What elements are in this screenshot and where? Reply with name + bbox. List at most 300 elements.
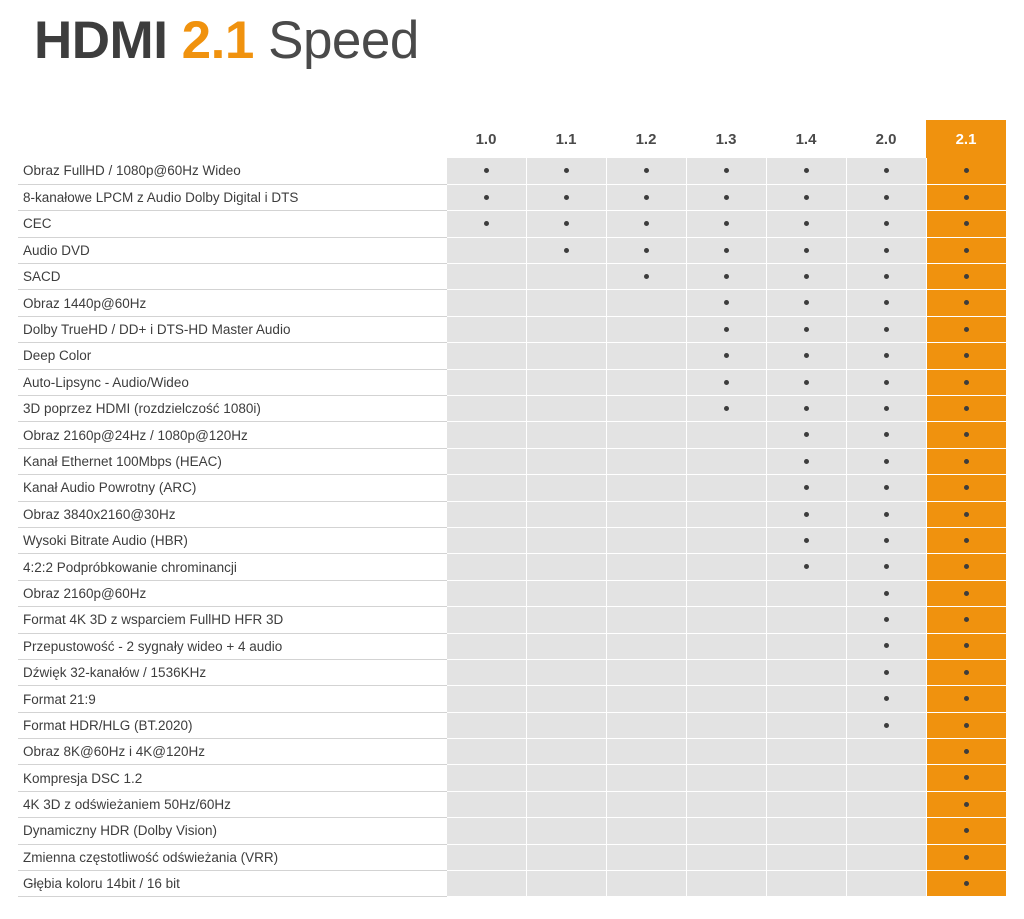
- table-row: [18, 633, 1006, 659]
- support-dot-icon: [484, 802, 489, 807]
- support-cell-yes: [846, 659, 926, 685]
- support-dot-icon: [884, 248, 889, 253]
- support-dot-icon: [564, 195, 569, 200]
- support-dot-icon: [564, 168, 569, 173]
- support-cell-no: [446, 527, 526, 553]
- support-cell-no: [686, 791, 766, 817]
- support-cell-no: [446, 448, 526, 474]
- support-cell-no: [766, 844, 846, 870]
- support-dot-icon: [724, 327, 729, 332]
- support-cell-no: [686, 422, 766, 448]
- feature-label: Obraz 2160p@60Hz: [18, 580, 446, 606]
- support-dot-icon: [804, 670, 809, 675]
- version-column-header: 1.4: [766, 120, 846, 158]
- support-dot-icon: [644, 248, 649, 253]
- support-dot-icon: [884, 855, 889, 860]
- table-row: [18, 607, 1006, 633]
- support-cell-no: [526, 686, 606, 712]
- support-dot-icon: [644, 406, 649, 411]
- support-cell-no: [686, 712, 766, 738]
- support-dot-icon: [884, 564, 889, 569]
- support-cell-yes: [846, 712, 926, 738]
- support-dot-icon: [484, 643, 489, 648]
- support-cell-no: [446, 686, 526, 712]
- support-cell-yes: [766, 554, 846, 580]
- support-dot-icon: [964, 195, 969, 200]
- feature-label: 4K 3D z odświeżaniem 50Hz/60Hz: [18, 791, 446, 817]
- support-dot-icon: [644, 300, 649, 305]
- support-dot-icon: [804, 248, 809, 253]
- support-cell-no: [606, 554, 686, 580]
- support-cell-yes: [766, 264, 846, 290]
- support-dot-icon: [964, 802, 969, 807]
- support-dot-icon: [964, 828, 969, 833]
- support-dot-icon: [644, 881, 649, 886]
- support-dot-icon: [804, 749, 809, 754]
- support-cell-no: [606, 739, 686, 765]
- support-dot-icon: [884, 195, 889, 200]
- support-cell-no: [606, 607, 686, 633]
- support-cell-yes: [446, 211, 526, 237]
- version-column-header: 1.3: [686, 120, 766, 158]
- support-cell-no: [606, 659, 686, 685]
- support-cell-yes: [686, 158, 766, 184]
- support-dot-icon: [804, 775, 809, 780]
- support-cell-no: [686, 607, 766, 633]
- support-cell-yes: [926, 396, 1006, 422]
- support-dot-icon: [644, 432, 649, 437]
- support-dot-icon: [484, 248, 489, 253]
- support-dot-icon: [644, 802, 649, 807]
- table-row: [18, 527, 1006, 553]
- support-dot-icon: [484, 327, 489, 332]
- support-cell-no: [766, 765, 846, 791]
- support-dot-icon: [644, 564, 649, 569]
- support-cell-yes: [926, 607, 1006, 633]
- support-dot-icon: [884, 802, 889, 807]
- feature-label: Dynamiczny HDR (Dolby Vision): [18, 818, 446, 844]
- support-dot-icon: [484, 195, 489, 200]
- feature-label: Obraz 1440p@60Hz: [18, 290, 446, 316]
- support-cell-yes: [926, 686, 1006, 712]
- support-dot-icon: [644, 855, 649, 860]
- support-cell-yes: [446, 158, 526, 184]
- support-dot-icon: [884, 538, 889, 543]
- support-cell-yes: [846, 607, 926, 633]
- support-cell-yes: [926, 448, 1006, 474]
- support-cell-no: [526, 527, 606, 553]
- table-row: [18, 422, 1006, 448]
- support-cell-yes: [926, 659, 1006, 685]
- support-cell-yes: [686, 184, 766, 210]
- support-cell-no: [766, 791, 846, 817]
- support-dot-icon: [564, 775, 569, 780]
- support-dot-icon: [964, 485, 969, 490]
- support-cell-no: [446, 316, 526, 342]
- support-cell-no: [686, 501, 766, 527]
- support-dot-icon: [564, 828, 569, 833]
- support-cell-no: [526, 343, 606, 369]
- support-cell-no: [846, 818, 926, 844]
- support-cell-no: [526, 844, 606, 870]
- support-cell-no: [606, 765, 686, 791]
- support-cell-no: [766, 580, 846, 606]
- support-dot-icon: [724, 828, 729, 833]
- support-dot-icon: [724, 459, 729, 464]
- support-cell-yes: [846, 633, 926, 659]
- support-cell-yes: [846, 343, 926, 369]
- title-part-hdmi: HDMI: [34, 11, 168, 70]
- support-cell-no: [686, 554, 766, 580]
- support-cell-no: [446, 290, 526, 316]
- table-row: [18, 739, 1006, 765]
- support-dot-icon: [644, 696, 649, 701]
- support-dot-icon: [724, 380, 729, 385]
- support-dot-icon: [644, 643, 649, 648]
- support-dot-icon: [564, 855, 569, 860]
- support-cell-yes: [686, 264, 766, 290]
- support-cell-yes: [926, 791, 1006, 817]
- support-dot-icon: [964, 327, 969, 332]
- support-cell-no: [766, 607, 846, 633]
- support-dot-icon: [964, 300, 969, 305]
- feature-label: Dolby TrueHD / DD+ i DTS-HD Master Audio: [18, 316, 446, 342]
- support-dot-icon: [644, 195, 649, 200]
- support-dot-icon: [964, 749, 969, 754]
- support-cell-yes: [606, 264, 686, 290]
- support-dot-icon: [964, 432, 969, 437]
- support-dot-icon: [804, 327, 809, 332]
- support-cell-no: [446, 871, 526, 897]
- support-dot-icon: [964, 643, 969, 648]
- support-dot-icon: [964, 538, 969, 543]
- support-cell-yes: [926, 158, 1006, 184]
- feature-label: Format 4K 3D z wsparciem FullHD HFR 3D: [18, 607, 446, 633]
- support-cell-yes: [926, 501, 1006, 527]
- support-cell-yes: [926, 343, 1006, 369]
- table-row: [18, 686, 1006, 712]
- support-dot-icon: [804, 512, 809, 517]
- support-dot-icon: [564, 353, 569, 358]
- support-cell-no: [686, 448, 766, 474]
- support-cell-yes: [526, 158, 606, 184]
- support-dot-icon: [724, 564, 729, 569]
- support-dot-icon: [564, 459, 569, 464]
- support-dot-icon: [724, 248, 729, 253]
- support-dot-icon: [644, 459, 649, 464]
- support-dot-icon: [644, 749, 649, 754]
- support-cell-yes: [926, 211, 1006, 237]
- feature-label: Obraz 3840x2160@30Hz: [18, 501, 446, 527]
- support-dot-icon: [724, 617, 729, 622]
- support-cell-no: [606, 396, 686, 422]
- page-title: [34, 12, 419, 70]
- support-dot-icon: [724, 643, 729, 648]
- support-cell-no: [446, 264, 526, 290]
- support-dot-icon: [484, 406, 489, 411]
- version-column-header: 1.1: [526, 120, 606, 158]
- support-dot-icon: [964, 459, 969, 464]
- feature-label: Auto-Lipsync - Audio/Wideo: [18, 369, 446, 395]
- support-dot-icon: [804, 696, 809, 701]
- support-cell-no: [526, 264, 606, 290]
- support-cell-no: [766, 712, 846, 738]
- support-dot-icon: [484, 855, 489, 860]
- feature-label: Zmienna częstotliwość odświeżania (VRR): [18, 844, 446, 870]
- support-dot-icon: [884, 221, 889, 226]
- support-cell-yes: [846, 501, 926, 527]
- support-cell-yes: [606, 184, 686, 210]
- support-dot-icon: [644, 380, 649, 385]
- table-row: [18, 844, 1006, 870]
- support-cell-no: [766, 633, 846, 659]
- support-cell-no: [766, 739, 846, 765]
- support-dot-icon: [804, 881, 809, 886]
- support-cell-no: [526, 633, 606, 659]
- support-dot-icon: [884, 432, 889, 437]
- support-dot-icon: [804, 221, 809, 226]
- support-cell-no: [446, 712, 526, 738]
- table-row: [18, 237, 1006, 263]
- support-dot-icon: [564, 512, 569, 517]
- support-cell-no: [606, 527, 686, 553]
- support-dot-icon: [564, 802, 569, 807]
- support-cell-no: [446, 791, 526, 817]
- support-dot-icon: [724, 221, 729, 226]
- support-cell-yes: [926, 316, 1006, 342]
- support-dot-icon: [484, 485, 489, 490]
- support-cell-no: [606, 475, 686, 501]
- support-dot-icon: [644, 274, 649, 279]
- support-cell-no: [526, 475, 606, 501]
- support-dot-icon: [644, 353, 649, 358]
- support-cell-yes: [846, 316, 926, 342]
- support-dot-icon: [644, 828, 649, 833]
- support-dot-icon: [964, 723, 969, 728]
- support-dot-icon: [964, 775, 969, 780]
- support-dot-icon: [484, 300, 489, 305]
- table-row: [18, 712, 1006, 738]
- table-row: [18, 396, 1006, 422]
- support-cell-no: [606, 686, 686, 712]
- support-dot-icon: [804, 538, 809, 543]
- support-cell-no: [526, 448, 606, 474]
- support-dot-icon: [564, 696, 569, 701]
- support-dot-icon: [564, 723, 569, 728]
- support-cell-no: [526, 818, 606, 844]
- support-dot-icon: [724, 855, 729, 860]
- support-cell-no: [526, 290, 606, 316]
- support-cell-no: [766, 871, 846, 897]
- support-dot-icon: [804, 380, 809, 385]
- support-cell-yes: [926, 871, 1006, 897]
- support-dot-icon: [564, 380, 569, 385]
- support-dot-icon: [884, 749, 889, 754]
- support-dot-icon: [884, 459, 889, 464]
- support-dot-icon: [884, 274, 889, 279]
- support-cell-yes: [846, 211, 926, 237]
- support-cell-yes: [766, 501, 846, 527]
- support-cell-no: [446, 580, 526, 606]
- support-dot-icon: [964, 221, 969, 226]
- support-dot-icon: [724, 406, 729, 411]
- title-part-version: 2.1: [181, 11, 254, 70]
- support-cell-no: [766, 818, 846, 844]
- feature-label: 8-kanałowe LPCM z Audio Dolby Digital i DTS: [18, 184, 446, 210]
- support-dot-icon: [724, 353, 729, 358]
- support-dot-icon: [964, 248, 969, 253]
- support-dot-icon: [644, 775, 649, 780]
- table-header-row: [18, 120, 1006, 158]
- support-cell-no: [526, 554, 606, 580]
- support-dot-icon: [484, 538, 489, 543]
- support-dot-icon: [964, 564, 969, 569]
- support-cell-no: [606, 818, 686, 844]
- support-cell-yes: [846, 527, 926, 553]
- support-cell-yes: [846, 396, 926, 422]
- support-dot-icon: [724, 670, 729, 675]
- support-cell-no: [606, 290, 686, 316]
- support-dot-icon: [644, 591, 649, 596]
- support-cell-yes: [926, 527, 1006, 553]
- table-row: [18, 871, 1006, 897]
- support-cell-no: [846, 739, 926, 765]
- support-dot-icon: [804, 459, 809, 464]
- support-cell-yes: [846, 686, 926, 712]
- support-cell-no: [766, 659, 846, 685]
- support-cell-no: [446, 501, 526, 527]
- support-cell-no: [606, 580, 686, 606]
- support-dot-icon: [884, 406, 889, 411]
- support-cell-yes: [846, 475, 926, 501]
- support-cell-yes: [766, 475, 846, 501]
- support-cell-no: [686, 527, 766, 553]
- support-cell-no: [606, 422, 686, 448]
- support-dot-icon: [644, 168, 649, 173]
- support-dot-icon: [564, 591, 569, 596]
- support-cell-no: [446, 422, 526, 448]
- support-dot-icon: [564, 485, 569, 490]
- table-row: [18, 264, 1006, 290]
- support-dot-icon: [564, 406, 569, 411]
- feature-label: Obraz FullHD / 1080p@60Hz Wideo: [18, 158, 446, 184]
- support-dot-icon: [564, 881, 569, 886]
- support-dot-icon: [484, 670, 489, 675]
- support-cell-yes: [766, 237, 846, 263]
- support-cell-yes: [606, 237, 686, 263]
- support-dot-icon: [884, 327, 889, 332]
- support-dot-icon: [644, 327, 649, 332]
- support-cell-no: [446, 633, 526, 659]
- support-cell-yes: [766, 527, 846, 553]
- support-dot-icon: [564, 248, 569, 253]
- support-dot-icon: [884, 512, 889, 517]
- support-dot-icon: [804, 802, 809, 807]
- support-dot-icon: [884, 828, 889, 833]
- support-cell-no: [686, 633, 766, 659]
- support-cell-yes: [926, 739, 1006, 765]
- support-dot-icon: [884, 353, 889, 358]
- support-dot-icon: [884, 696, 889, 701]
- support-cell-yes: [926, 818, 1006, 844]
- support-dot-icon: [964, 881, 969, 886]
- feature-label: Kanał Audio Powrotny (ARC): [18, 475, 446, 501]
- table-row: [18, 791, 1006, 817]
- title-part-speed: Speed: [268, 11, 419, 70]
- support-dot-icon: [804, 564, 809, 569]
- support-dot-icon: [884, 643, 889, 648]
- support-cell-no: [526, 396, 606, 422]
- support-cell-no: [526, 739, 606, 765]
- support-dot-icon: [964, 591, 969, 596]
- support-cell-yes: [926, 422, 1006, 448]
- feature-comparison-table: [18, 120, 1007, 897]
- table-row: [18, 343, 1006, 369]
- feature-label: Kanał Ethernet 100Mbps (HEAC): [18, 448, 446, 474]
- version-column-header: 2.0: [846, 120, 926, 158]
- support-dot-icon: [724, 775, 729, 780]
- feature-label: Deep Color: [18, 343, 446, 369]
- support-dot-icon: [484, 881, 489, 886]
- table-row: [18, 158, 1006, 184]
- support-cell-no: [446, 659, 526, 685]
- support-dot-icon: [484, 512, 489, 517]
- support-cell-no: [606, 633, 686, 659]
- support-cell-yes: [926, 765, 1006, 791]
- support-cell-yes: [926, 844, 1006, 870]
- support-cell-yes: [846, 554, 926, 580]
- support-cell-no: [606, 316, 686, 342]
- support-dot-icon: [884, 168, 889, 173]
- support-cell-yes: [846, 422, 926, 448]
- support-cell-yes: [766, 369, 846, 395]
- support-dot-icon: [484, 353, 489, 358]
- support-dot-icon: [564, 564, 569, 569]
- support-cell-no: [606, 871, 686, 897]
- support-cell-yes: [926, 369, 1006, 395]
- support-cell-no: [686, 871, 766, 897]
- support-dot-icon: [564, 327, 569, 332]
- support-cell-yes: [686, 343, 766, 369]
- support-cell-no: [526, 765, 606, 791]
- support-cell-no: [446, 844, 526, 870]
- support-dot-icon: [484, 380, 489, 385]
- support-dot-icon: [484, 274, 489, 279]
- support-cell-yes: [766, 396, 846, 422]
- support-cell-yes: [926, 290, 1006, 316]
- support-dot-icon: [804, 353, 809, 358]
- support-cell-no: [446, 475, 526, 501]
- support-dot-icon: [964, 512, 969, 517]
- feature-label: Format HDR/HLG (BT.2020): [18, 712, 446, 738]
- support-cell-yes: [526, 211, 606, 237]
- support-dot-icon: [964, 406, 969, 411]
- support-cell-no: [606, 448, 686, 474]
- table-row: [18, 290, 1006, 316]
- support-cell-no: [686, 844, 766, 870]
- support-dot-icon: [804, 723, 809, 728]
- support-dot-icon: [884, 723, 889, 728]
- support-dot-icon: [644, 221, 649, 226]
- support-dot-icon: [804, 274, 809, 279]
- support-cell-yes: [766, 290, 846, 316]
- support-cell-no: [446, 607, 526, 633]
- support-cell-no: [446, 237, 526, 263]
- support-cell-yes: [766, 422, 846, 448]
- support-dot-icon: [724, 300, 729, 305]
- support-dot-icon: [884, 775, 889, 780]
- support-dot-icon: [644, 512, 649, 517]
